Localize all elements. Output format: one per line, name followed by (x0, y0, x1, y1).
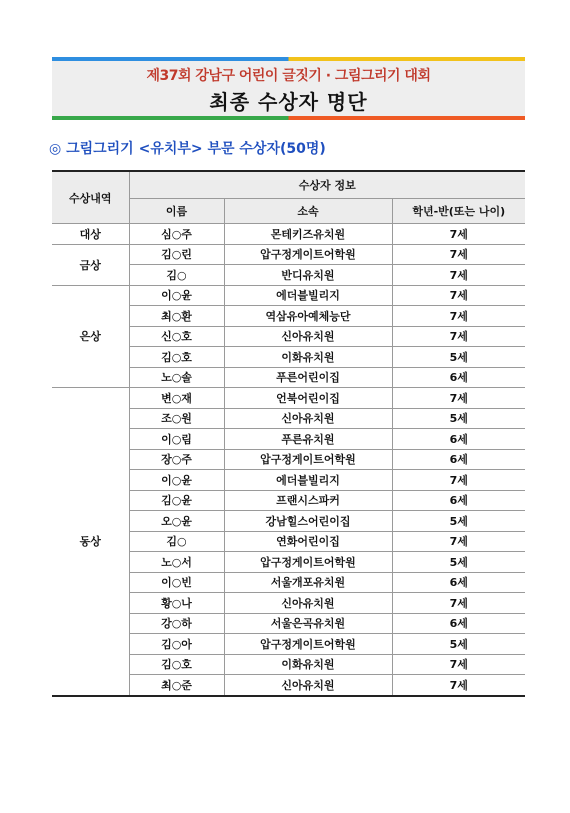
section-title: ◎ 그림그리기 <유치부> 부문 수상자(50명) (49, 141, 326, 157)
grade-cell: 5세 (392, 552, 525, 573)
affiliation-cell: 프랜시스파커 (224, 490, 392, 511)
grade-cell: 6세 (392, 490, 525, 511)
name-cell: 이○윤 (129, 285, 224, 306)
grade-cell: 5세 (392, 408, 525, 429)
grade-cell: 7세 (392, 285, 525, 306)
name-cell: 김○린 (129, 244, 224, 265)
grade-cell: 6세 (392, 613, 525, 634)
award-cell: 금상 (52, 244, 129, 285)
name-cell: 김○아 (129, 634, 224, 655)
name-cell: 변○재 (129, 388, 224, 409)
name-cell: 최○준 (129, 675, 224, 696)
grade-cell: 7세 (392, 675, 525, 696)
affiliation-cell: 압구정게이트어학원 (224, 552, 392, 573)
affiliation-cell: 연화어린이집 (224, 531, 392, 552)
name-cell: 심○주 (129, 224, 224, 245)
grade-cell: 5세 (392, 511, 525, 532)
grade-cell: 7세 (392, 654, 525, 675)
name-cell: 이○빈 (129, 572, 224, 593)
grade-cell: 7세 (392, 306, 525, 327)
name-cell: 김○ (129, 265, 224, 286)
grade-cell: 7세 (392, 265, 525, 286)
affiliation-cell: 서울개포유치원 (224, 572, 392, 593)
grade-cell: 6세 (392, 429, 525, 450)
name-cell: 김○호 (129, 654, 224, 675)
name-cell: 오○윤 (129, 511, 224, 532)
award-cell: 대상 (52, 224, 129, 245)
title-banner (52, 57, 525, 120)
table-row (52, 244, 525, 265)
affiliation-cell: 몬테키즈유치원 (224, 224, 392, 245)
grade-cell: 6세 (392, 449, 525, 470)
header-affiliation: 소속 (224, 199, 392, 224)
affiliation-cell: 강남힐스어린이집 (224, 511, 392, 532)
banner-title: 최종 수상자 명단 (209, 90, 368, 114)
affiliation-cell: 에더블빌리지 (224, 285, 392, 306)
table-row (52, 285, 525, 306)
name-cell: 김○호 (129, 347, 224, 368)
award-cell: 은상 (52, 285, 129, 388)
grade-cell: 7세 (392, 244, 525, 265)
grade-cell: 7세 (392, 531, 525, 552)
grade-cell: 7세 (392, 470, 525, 491)
header-grade: 학년-반(또는 나이) (392, 199, 525, 224)
header-info: 수상자 정보 (129, 171, 525, 199)
affiliation-cell: 언북어린이집 (224, 388, 392, 409)
affiliation-cell: 역삼유아예체능단 (224, 306, 392, 327)
header-award: 수상내역 (52, 171, 129, 224)
banner-subtitle: 제37회 강남구 어린이 글짓기 · 그림그리기 대회 (146, 68, 431, 84)
table-row (52, 224, 525, 245)
name-cell: 이○윤 (129, 470, 224, 491)
table-header (52, 171, 525, 224)
affiliation-cell: 신아유치원 (224, 326, 392, 347)
winners-table (52, 170, 525, 697)
affiliation-cell: 신아유치원 (224, 408, 392, 429)
name-cell: 최○환 (129, 306, 224, 327)
table-body (52, 224, 525, 696)
banner-bottom-stripe (52, 116, 525, 120)
affiliation-cell: 이화유치원 (224, 347, 392, 368)
name-cell: 노○솔 (129, 367, 224, 388)
name-cell: 김○ (129, 531, 224, 552)
grade-cell: 5세 (392, 634, 525, 655)
name-cell: 조○원 (129, 408, 224, 429)
affiliation-cell: 신아유치원 (224, 675, 392, 696)
award-cell: 동상 (52, 388, 129, 696)
affiliation-cell: 압구정게이트어학원 (224, 634, 392, 655)
affiliation-cell: 이화유치원 (224, 654, 392, 675)
banner-top-stripe (52, 57, 525, 61)
name-cell: 황○나 (129, 593, 224, 614)
grade-cell: 7세 (392, 593, 525, 614)
affiliation-cell: 압구정게이트어학원 (224, 244, 392, 265)
affiliation-cell: 서울은곡유치원 (224, 613, 392, 634)
affiliation-cell: 푸른어린이집 (224, 367, 392, 388)
name-cell: 강○하 (129, 613, 224, 634)
grade-cell: 7세 (392, 224, 525, 245)
affiliation-cell: 에더블빌리지 (224, 470, 392, 491)
name-cell: 이○림 (129, 429, 224, 450)
affiliation-cell: 신아유치원 (224, 593, 392, 614)
name-cell: 신○호 (129, 326, 224, 347)
grade-cell: 5세 (392, 347, 525, 368)
affiliation-cell: 압구정게이트어학원 (224, 449, 392, 470)
name-cell: 김○윤 (129, 490, 224, 511)
grade-cell: 6세 (392, 572, 525, 593)
affiliation-cell: 푸른유치원 (224, 429, 392, 450)
grade-cell: 7세 (392, 326, 525, 347)
name-cell: 노○서 (129, 552, 224, 573)
name-cell: 장○주 (129, 449, 224, 470)
header-name: 이름 (129, 199, 224, 224)
affiliation-cell: 반디유치원 (224, 265, 392, 286)
grade-cell: 6세 (392, 367, 525, 388)
table-row (52, 388, 525, 409)
grade-cell: 7세 (392, 388, 525, 409)
